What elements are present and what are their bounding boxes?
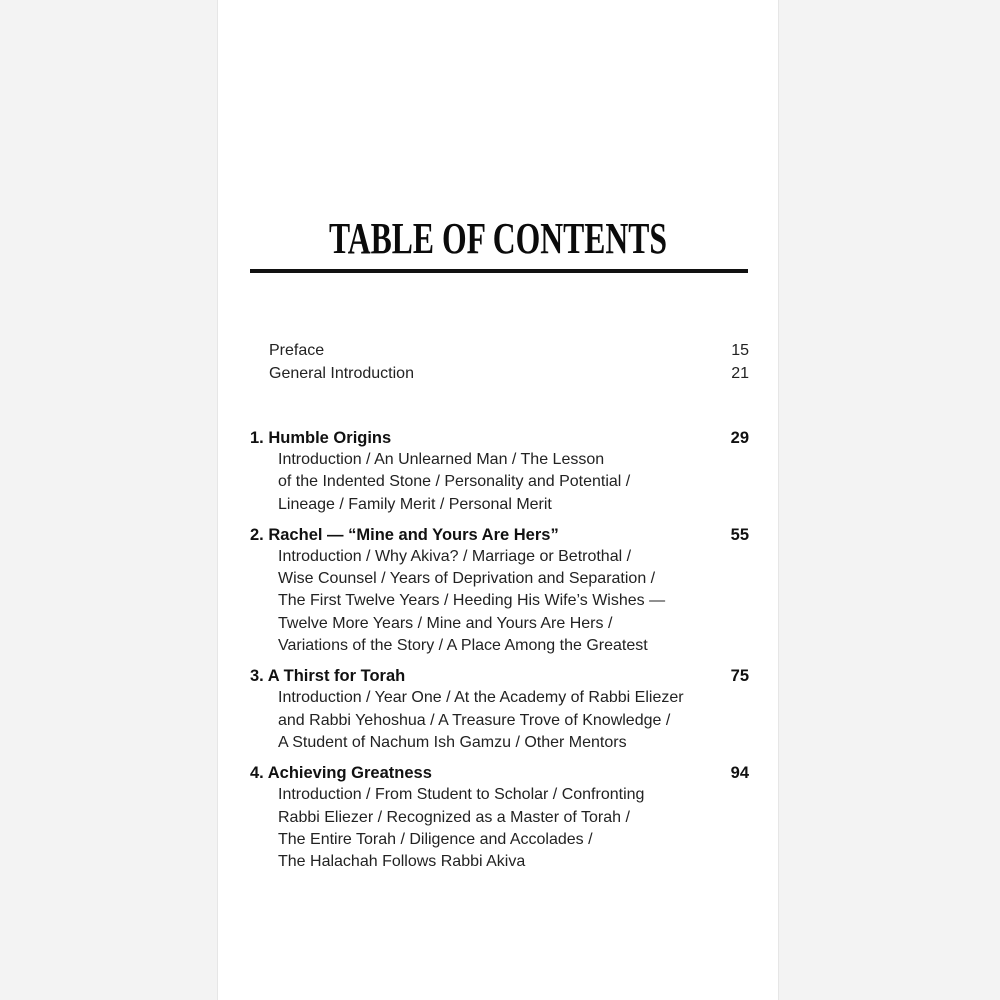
chapter-page-number: 29 <box>730 429 749 447</box>
chapter-entry-2 <box>250 524 749 657</box>
chapter-list <box>250 427 749 881</box>
chapter-subtopics <box>250 784 749 873</box>
chapter-page-number: 75 <box>730 667 749 686</box>
front-matter-list <box>269 340 749 385</box>
subtopic-line: Introduction / Year One / At the Academy of Rabbi Eliezer <box>278 689 684 707</box>
chapter-subtopics <box>250 546 749 657</box>
subtopic-line: and Rabbi Yehoshua / A Treasure Trove of Knowledge / <box>278 711 671 729</box>
subtopic-line: of the Indented Stone / Personality and Potential / <box>278 473 631 491</box>
chapter-entry-3 <box>250 665 749 754</box>
subtopic-line: Introduction / Why Akiva? / Marriage or Betrothal / <box>278 547 632 565</box>
subtopic-line: Introduction / From Student to Scholar / Confronting <box>278 786 645 804</box>
toc-entry-label: General Introduction <box>269 364 414 382</box>
chapter-title: 1. Humble Origins <box>250 429 392 447</box>
chapter-heading-row <box>250 762 749 784</box>
toc-entry-preface <box>269 340 749 363</box>
book-page <box>218 0 778 1000</box>
chapter-entry-4 <box>250 762 749 873</box>
subtopic-line: Twelve More Years / Mine and Yours Are Hers / <box>278 614 613 632</box>
chapter-title: 2. Rachel — “Mine and Yours Are Hers” <box>250 525 559 544</box>
subtopic-line: The First Twelve Years / Heeding His Wife’s Wishes — <box>278 592 666 610</box>
chapter-heading-row <box>250 524 749 546</box>
toc-entry-page: 15 <box>731 342 749 359</box>
chapter-heading-row <box>250 665 749 687</box>
subtopic-line: The Entire Torah / Diligence and Accolades / <box>278 830 593 848</box>
subtopic-line: The Halachah Follows Rabbi Akiva <box>278 853 526 871</box>
chapter-page-number: 55 <box>730 525 749 544</box>
chapter-title: 4. Achieving Greatness <box>250 764 432 783</box>
toc-entry-general-introduction <box>269 363 749 386</box>
subtopic-line: Rabbi Eliezer / Recognized as a Master of Torah / <box>278 808 630 826</box>
subtopic-line: Introduction / An Unlearned Man / The Lesson <box>278 451 605 468</box>
chapter-entry-1 <box>250 427 749 516</box>
page-title: TABLE OF CONTENTS <box>329 214 667 263</box>
chapter-subtopics <box>250 687 749 754</box>
chapter-heading-row <box>250 427 749 449</box>
chapter-page-number: 94 <box>730 764 749 783</box>
toc-entry-page: 21 <box>731 364 749 382</box>
subtopic-line: Lineage / Family Merit / Personal Merit <box>278 495 552 513</box>
subtopic-line: A Student of Nachum Ish Gamzu / Other Mentors <box>278 733 627 751</box>
subtopic-line: Wise Counsel / Years of Deprivation and Separation / <box>278 570 656 588</box>
chapter-subtopics <box>250 449 749 516</box>
toc-entry-label: Preface <box>269 342 325 359</box>
title-divider <box>250 269 748 273</box>
subtopic-line: Variations of the Story / A Place Among the Greatest <box>278 637 648 655</box>
chapter-title: 3. A Thirst for Torah <box>250 667 406 686</box>
